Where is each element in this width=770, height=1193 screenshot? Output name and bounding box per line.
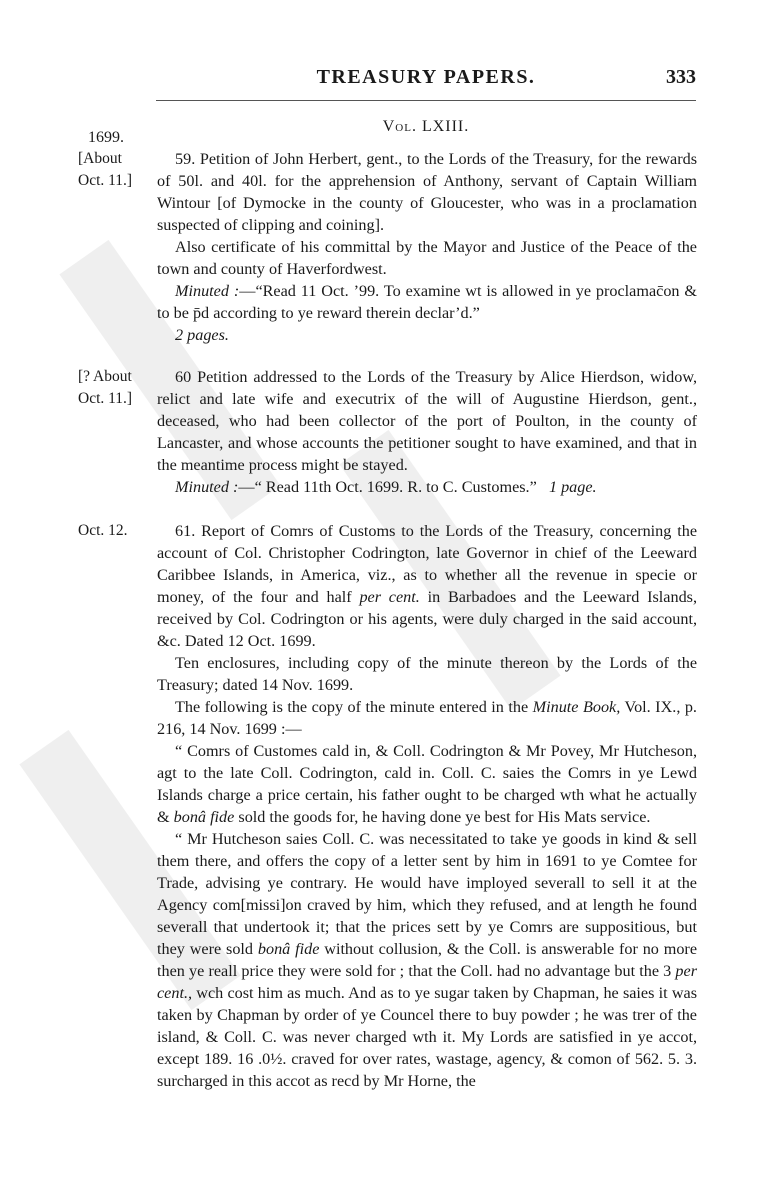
entry-minute <box>157 280 697 324</box>
volume-heading: Vol. LXIII. <box>382 118 470 135</box>
entry-enclosures: Ten enclosures, including copy of the minute thereon by the Lords of the Treasury; dated 14 Nov. 1699. <box>157 654 697 694</box>
entry-pages: 2 pages. <box>175 326 229 344</box>
entry-body <box>157 366 697 498</box>
running-title: TREASURY PAPERS. <box>316 66 536 88</box>
minute-text: —“Read 11 Oct. ’99. To examine wt is allowed in ye proclamac̄on & to be p̄d according to ye reward therein declar’d.” <box>157 282 697 322</box>
margin-date <box>78 520 150 542</box>
entry-pages: 1 page. <box>548 478 597 496</box>
margin-date <box>78 148 150 192</box>
margin-date-line1: Oct. 12. <box>78 522 128 539</box>
margin-year: 1699. <box>88 129 124 146</box>
minute-paragraph-2: “ Mr Hutcheson saies Coll. C. was necessitated to take ye goods in kind & sell them there, and offers the copy of a letter sent by him in 1691 to ye Comtee for Trade, advising ye contrary. He would have imployed severall to sell it at the Agency com[missi]on craved by him, which they refused, and at length he found severall that undertook it; that the prices sett by ye Comrs are suppositious, but they were sold bonâ fide without collusion, & the Coll. is answerable for no more then ye reall price they were sold for ; that the Coll. had no advantage but the 3 per cent., wch cost him as much. And as to ye sugar taken by Chapman, he saies it was taken by Chapman by order of ye Councel there to buy powder ; he was trer of the island, & Coll. C. was never charged wth it. My Lords are satisfied in ye accot, except 189. 16 .0½. craved for over rates, wastage, agency, & comon of 562. 5. 3. surcharged in this accot as recd by Mr Horne, the <box>157 830 698 1090</box>
running-header <box>156 66 696 92</box>
margin-date-line2: Oct. 11.] <box>78 390 133 407</box>
minute-text: —“ Read 11th Oct. 1699. R. to C. Customes.” <box>238 478 537 496</box>
page-number: 333 <box>666 66 696 88</box>
entry-main-text: 59. Petition of John Herbert, gent., to the Lords of the Treasury, for the rewards of 50l. and 40l. for the apprehension of Anthony, servant of Captain William Wintour [of Dymocke in the county of Gloucester, who was in a proclamation suspected of clipping and coining]. <box>157 150 697 234</box>
minute-label: Minuted : <box>175 478 239 496</box>
margin-date-line1: [? About <box>78 368 132 385</box>
entry-body <box>157 148 697 346</box>
entry-main-text: 61. Report of Comrs of Customs to the Lords of the Treasury, concerning the account of Col. Christopher Codrington, late Governor in chief of the Leeward Caribbee Islands, in America, viz., as to whether all the revenue in specie or money, of the four and half per cent. in Barbadoes and the Leeward Islands, received by Col. Codrington or his agents, were duly charged in the said account, &c. Dated 12 Oct. 1699. <box>157 522 698 650</box>
minute-label: Minuted : <box>175 282 240 300</box>
entry-body <box>157 520 697 1092</box>
entry-copy-intro: The following is the copy of the minute entered in the Minute Book, Vol. IX., p. 216, 14 Nov. 1699 :— <box>157 698 697 738</box>
header-rule <box>156 100 696 101</box>
margin-date-line1: [About <box>78 150 122 167</box>
entry-main-text: 60 Petition addressed to the Lords of the Treasury by Alice Hierdson, widow, relict and late wife and executrix of the will of Augustine Hierdson, gent., deceased, who had been collector of the port of Poulton, in the county of Lancaster, and whose accounts the petitioner sought to have examined, and that in the meantime process might be stayed. <box>157 368 697 474</box>
entry-certificate: Also certificate of his committal by the Mayor and Justice of the Peace of the town and county of Haverfordwest. <box>157 238 697 278</box>
entry-minute <box>157 476 697 498</box>
margin-date-line2: Oct. 11.] <box>78 172 133 189</box>
minute-paragraph-1: “ Comrs of Customes cald in, & Coll. Codrington & Mr Povey, Mr Hutcheson, agt to the late Coll. Codrington, cald in. Coll. C. saies the Comrs in ye Lewd Islands charge a price certain, his father ought to be charged wth what he actually & bonâ fide sold the goods for, he having done ye best for His Mats service. <box>157 742 697 826</box>
margin-date <box>78 366 150 410</box>
